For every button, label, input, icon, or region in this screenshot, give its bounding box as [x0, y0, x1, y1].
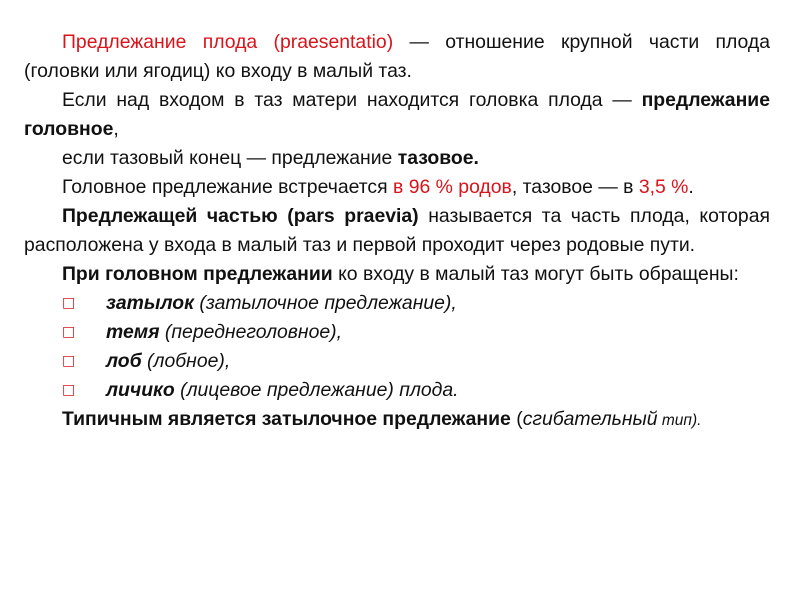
list-item [24, 289, 770, 318]
head-presentation-text: Если над входом в таз матери находится головка плода — [62, 89, 642, 111]
head-variants-text: ко входу в малый таз могут быть обращены: [332, 263, 739, 285]
list-item [24, 318, 770, 347]
list-item [24, 376, 770, 405]
frequency-breech-value: 3,5 % [638, 176, 689, 198]
breech-presentation-text: если тазовый конец — предлежание [62, 147, 398, 169]
hollow-square-icon: □ [62, 382, 76, 398]
variant-description: (переднеголовное), [159, 321, 342, 343]
hollow-square-icon: □ [62, 295, 76, 311]
head-presentation-term: предлежание головное [24, 89, 770, 140]
frequency-text-2: , тазовое — в [511, 176, 639, 198]
variant-term: личико [106, 379, 175, 401]
head-presentation-end: , [113, 118, 119, 140]
frequency-head-value: в 96 % родов [393, 176, 512, 198]
presenting-part-text: называется та часть плода, которая расположена у входа в малый таз и первой проходит через родовые пути. [24, 205, 770, 256]
frequency-text-1: Головное предлежание встречается [62, 176, 394, 198]
paragraph-definition [24, 28, 770, 86]
variant-description: (лицевое предлежание) плода. [174, 379, 459, 401]
frequency-end: . [688, 176, 694, 198]
presenting-part-term: Предлежащей частью (pars praevia) [62, 205, 419, 227]
presentation-variants-list [24, 289, 770, 405]
variant-description: (лобное), [141, 350, 231, 372]
variant-term: темя [106, 321, 160, 343]
breech-presentation-term: тазовое. [397, 147, 479, 169]
slide-content [24, 28, 770, 435]
head-variants-term: При головном предлежании [62, 263, 333, 285]
paragraph-head-presentation [24, 86, 770, 144]
hollow-square-icon: □ [62, 324, 76, 340]
variant-description: (затылочное предлежание), [193, 292, 457, 314]
definition-text: — отношение крупной части плода (головки или ягодиц) ко входу в малый таз. [24, 31, 771, 82]
typical-italic: сгибательный [522, 408, 658, 430]
paragraph-frequency [24, 173, 770, 202]
typical-term: Типичным является затылочное предлежание [62, 408, 511, 430]
paragraph-presenting-part [24, 202, 770, 260]
typical-small: тип). [657, 412, 702, 429]
variant-term: лоб [106, 350, 142, 372]
typical-open: ( [510, 408, 523, 430]
definition-term: Предлежание плода (praesentatio) [62, 31, 394, 53]
hollow-square-icon: □ [62, 353, 76, 369]
paragraph-typical [24, 405, 770, 435]
paragraph-breech-presentation [24, 144, 770, 173]
list-item [24, 347, 770, 376]
variant-term: затылок [106, 292, 194, 314]
paragraph-head-variants [24, 260, 770, 289]
